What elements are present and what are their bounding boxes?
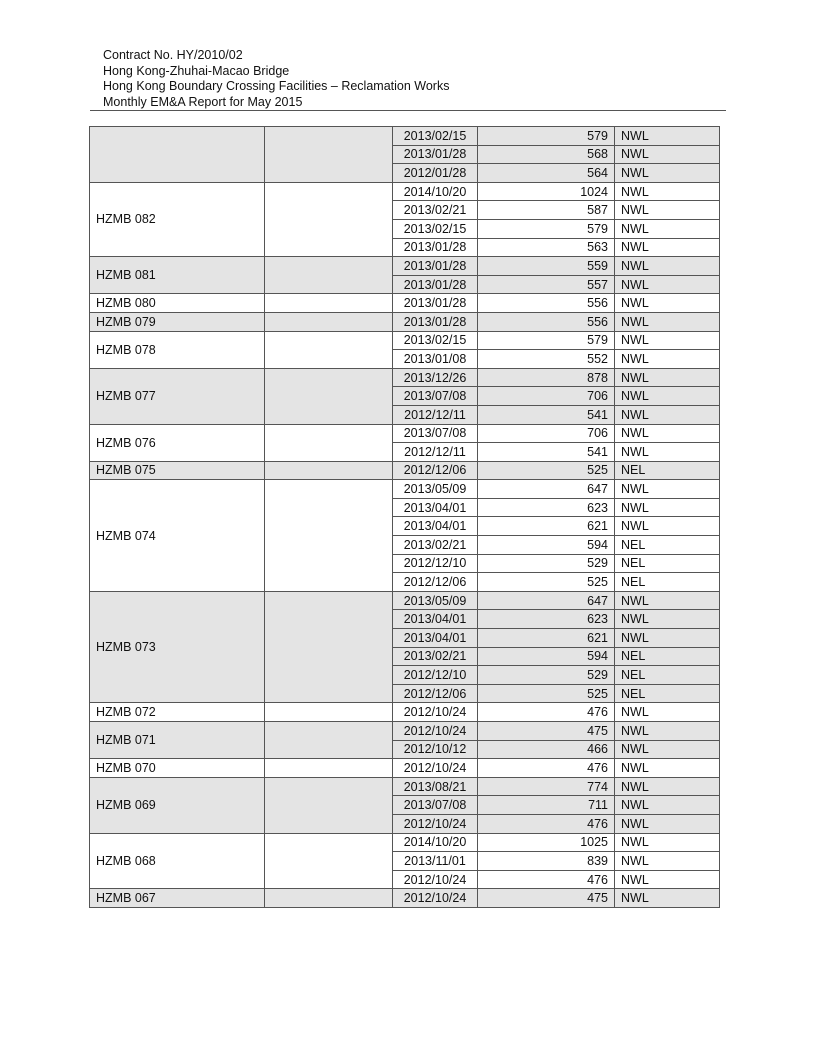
date-cell: 2013/05/09 xyxy=(393,591,478,610)
table-row xyxy=(90,759,720,778)
date-cell: 2013/04/01 xyxy=(393,610,478,629)
value-cell: 711 xyxy=(478,796,615,815)
blank-cell xyxy=(265,294,393,313)
date-cell: 2012/10/24 xyxy=(393,889,478,908)
code-cell: NWL xyxy=(615,480,720,499)
code-cell: NWL xyxy=(615,368,720,387)
code-cell: NWL xyxy=(615,759,720,778)
value-cell: 594 xyxy=(478,536,615,555)
date-cell: 2013/01/28 xyxy=(393,257,478,276)
code-cell: NWL xyxy=(615,219,720,238)
date-cell: 2013/02/15 xyxy=(393,127,478,146)
table-row xyxy=(90,127,720,146)
value-cell: 878 xyxy=(478,368,615,387)
value-cell: 525 xyxy=(478,461,615,480)
table-body xyxy=(90,127,720,908)
blank-cell xyxy=(265,182,393,256)
value-cell: 552 xyxy=(478,350,615,369)
blank-cell xyxy=(265,368,393,424)
station-cell xyxy=(90,127,265,183)
station-cell: HZMB 078 xyxy=(90,331,265,368)
blank-cell xyxy=(265,331,393,368)
code-cell: NWL xyxy=(615,629,720,648)
date-cell: 2012/10/12 xyxy=(393,740,478,759)
date-cell: 2013/04/01 xyxy=(393,498,478,517)
value-cell: 476 xyxy=(478,870,615,889)
code-cell: NWL xyxy=(615,294,720,313)
code-cell: NWL xyxy=(615,257,720,276)
date-cell: 2013/12/26 xyxy=(393,368,478,387)
code-cell: NEL xyxy=(615,554,720,573)
station-cell: HZMB 077 xyxy=(90,368,265,424)
value-cell: 587 xyxy=(478,201,615,220)
value-cell: 541 xyxy=(478,405,615,424)
date-cell: 2013/01/08 xyxy=(393,350,478,369)
station-cell: HZMB 072 xyxy=(90,703,265,722)
date-cell: 2012/12/06 xyxy=(393,461,478,480)
value-cell: 1025 xyxy=(478,833,615,852)
date-cell: 2012/12/11 xyxy=(393,405,478,424)
code-cell: NWL xyxy=(615,610,720,629)
code-cell: NEL xyxy=(615,684,720,703)
station-cell: HZMB 070 xyxy=(90,759,265,778)
blank-cell xyxy=(265,312,393,331)
station-cell: HZMB 075 xyxy=(90,461,265,480)
date-cell: 2013/07/08 xyxy=(393,796,478,815)
value-cell: 466 xyxy=(478,740,615,759)
value-cell: 529 xyxy=(478,554,615,573)
date-cell: 2012/10/24 xyxy=(393,814,478,833)
blank-cell xyxy=(265,889,393,908)
value-cell: 476 xyxy=(478,814,615,833)
code-cell: NEL xyxy=(615,647,720,666)
value-cell: 706 xyxy=(478,387,615,406)
station-cell: HZMB 074 xyxy=(90,480,265,592)
table-row xyxy=(90,368,720,387)
value-cell: 556 xyxy=(478,312,615,331)
station-cell: HZMB 076 xyxy=(90,424,265,461)
value-cell: 579 xyxy=(478,127,615,146)
value-cell: 557 xyxy=(478,275,615,294)
table-row xyxy=(90,722,720,741)
blank-cell xyxy=(265,722,393,759)
table-row xyxy=(90,312,720,331)
date-cell: 2013/02/21 xyxy=(393,647,478,666)
code-cell: NWL xyxy=(615,722,720,741)
table-row xyxy=(90,182,720,201)
value-cell: 475 xyxy=(478,722,615,741)
date-cell: 2014/10/20 xyxy=(393,182,478,201)
date-cell: 2012/10/24 xyxy=(393,703,478,722)
blank-cell xyxy=(265,833,393,889)
code-cell: NWL xyxy=(615,703,720,722)
date-cell: 2013/04/01 xyxy=(393,517,478,536)
code-cell: NWL xyxy=(615,424,720,443)
date-cell: 2013/02/15 xyxy=(393,331,478,350)
code-cell: NWL xyxy=(615,182,720,201)
code-cell: NWL xyxy=(615,405,720,424)
station-cell: HZMB 081 xyxy=(90,257,265,294)
code-cell: NWL xyxy=(615,498,720,517)
value-cell: 594 xyxy=(478,647,615,666)
code-cell: NWL xyxy=(615,777,720,796)
date-cell: 2012/01/28 xyxy=(393,164,478,183)
station-cell: HZMB 080 xyxy=(90,294,265,313)
code-cell: NWL xyxy=(615,796,720,815)
date-cell: 2013/07/08 xyxy=(393,387,478,406)
code-cell: NEL xyxy=(615,461,720,480)
station-cell: HZMB 067 xyxy=(90,889,265,908)
blank-cell xyxy=(265,759,393,778)
code-cell: NWL xyxy=(615,350,720,369)
value-cell: 475 xyxy=(478,889,615,908)
report-header xyxy=(103,48,449,110)
value-cell: 647 xyxy=(478,480,615,499)
date-cell: 2013/11/01 xyxy=(393,852,478,871)
table-row xyxy=(90,294,720,313)
blank-cell xyxy=(265,257,393,294)
date-cell: 2012/10/24 xyxy=(393,870,478,889)
table-row xyxy=(90,777,720,796)
table-row xyxy=(90,591,720,610)
value-cell: 563 xyxy=(478,238,615,257)
date-cell: 2012/12/10 xyxy=(393,554,478,573)
date-cell: 2013/01/28 xyxy=(393,238,478,257)
blank-cell xyxy=(265,777,393,833)
date-cell: 2013/01/28 xyxy=(393,312,478,331)
table-row xyxy=(90,257,720,276)
value-cell: 621 xyxy=(478,517,615,536)
date-cell: 2013/01/28 xyxy=(393,145,478,164)
value-cell: 568 xyxy=(478,145,615,164)
code-cell: NWL xyxy=(615,852,720,871)
value-cell: 476 xyxy=(478,703,615,722)
blank-cell xyxy=(265,591,393,703)
blank-cell xyxy=(265,703,393,722)
blank-cell xyxy=(265,127,393,183)
date-cell: 2012/10/24 xyxy=(393,759,478,778)
value-cell: 623 xyxy=(478,498,615,517)
table-row xyxy=(90,424,720,443)
code-cell: NWL xyxy=(615,164,720,183)
table-row xyxy=(90,833,720,852)
value-cell: 525 xyxy=(478,573,615,592)
date-cell: 2013/08/21 xyxy=(393,777,478,796)
project-title: Hong Kong-Zhuhai-Macao Bridge xyxy=(103,63,290,78)
code-cell: NWL xyxy=(615,238,720,257)
value-cell: 579 xyxy=(478,219,615,238)
code-cell: NWL xyxy=(615,814,720,833)
station-records-table xyxy=(89,126,720,908)
table-row xyxy=(90,889,720,908)
code-cell: NEL xyxy=(615,666,720,685)
date-cell: 2013/02/21 xyxy=(393,201,478,220)
value-cell: 706 xyxy=(478,424,615,443)
date-cell: 2012/12/10 xyxy=(393,666,478,685)
code-cell: NEL xyxy=(615,536,720,555)
header-divider xyxy=(90,110,726,111)
date-cell: 2014/10/20 xyxy=(393,833,478,852)
code-cell: NWL xyxy=(615,275,720,294)
table-row xyxy=(90,480,720,499)
value-cell: 541 xyxy=(478,443,615,462)
value-cell: 525 xyxy=(478,684,615,703)
table-row xyxy=(90,461,720,480)
date-cell: 2013/01/28 xyxy=(393,275,478,294)
value-cell: 1024 xyxy=(478,182,615,201)
value-cell: 647 xyxy=(478,591,615,610)
station-cell: HZMB 073 xyxy=(90,591,265,703)
works-title: Hong Kong Boundary Crossing Facilities – Reclamation Works xyxy=(103,79,450,93)
date-cell: 2013/01/28 xyxy=(393,294,478,313)
value-cell: 559 xyxy=(478,257,615,276)
date-cell: 2013/07/08 xyxy=(393,424,478,443)
table-row xyxy=(90,703,720,722)
value-cell: 623 xyxy=(478,610,615,629)
value-cell: 556 xyxy=(478,294,615,313)
station-cell: HZMB 079 xyxy=(90,312,265,331)
value-cell: 476 xyxy=(478,759,615,778)
blank-cell xyxy=(265,424,393,461)
code-cell: NWL xyxy=(615,312,720,331)
table-row xyxy=(90,331,720,350)
code-cell: NWL xyxy=(615,889,720,908)
blank-cell xyxy=(265,461,393,480)
value-cell: 564 xyxy=(478,164,615,183)
station-cell: HZMB 069 xyxy=(90,777,265,833)
date-cell: 2012/12/11 xyxy=(393,443,478,462)
date-cell: 2013/02/21 xyxy=(393,536,478,555)
blank-cell xyxy=(265,480,393,592)
station-cell: HZMB 071 xyxy=(90,722,265,759)
code-cell: NWL xyxy=(615,127,720,146)
code-cell: NWL xyxy=(615,870,720,889)
date-cell: 2012/12/06 xyxy=(393,684,478,703)
code-cell: NWL xyxy=(615,201,720,220)
code-cell: NWL xyxy=(615,517,720,536)
code-cell: NWL xyxy=(615,145,720,164)
date-cell: 2013/02/15 xyxy=(393,219,478,238)
value-cell: 579 xyxy=(478,331,615,350)
code-cell: NWL xyxy=(615,591,720,610)
code-cell: NWL xyxy=(615,331,720,350)
code-cell: NWL xyxy=(615,740,720,759)
station-cell: HZMB 068 xyxy=(90,833,265,889)
date-cell: 2012/12/06 xyxy=(393,573,478,592)
value-cell: 529 xyxy=(478,666,615,685)
station-cell: HZMB 082 xyxy=(90,182,265,256)
date-cell: 2013/04/01 xyxy=(393,629,478,648)
date-cell: 2012/10/24 xyxy=(393,722,478,741)
value-cell: 621 xyxy=(478,629,615,648)
value-cell: 839 xyxy=(478,852,615,871)
code-cell: NWL xyxy=(615,387,720,406)
code-cell: NWL xyxy=(615,833,720,852)
date-cell: 2013/05/09 xyxy=(393,480,478,499)
code-cell: NWL xyxy=(615,443,720,462)
value-cell: 774 xyxy=(478,777,615,796)
code-cell: NEL xyxy=(615,573,720,592)
report-title: Monthly EM&A Report for May 2015 xyxy=(103,94,303,109)
contract-number: Contract No. HY/2010/02 xyxy=(103,48,243,62)
